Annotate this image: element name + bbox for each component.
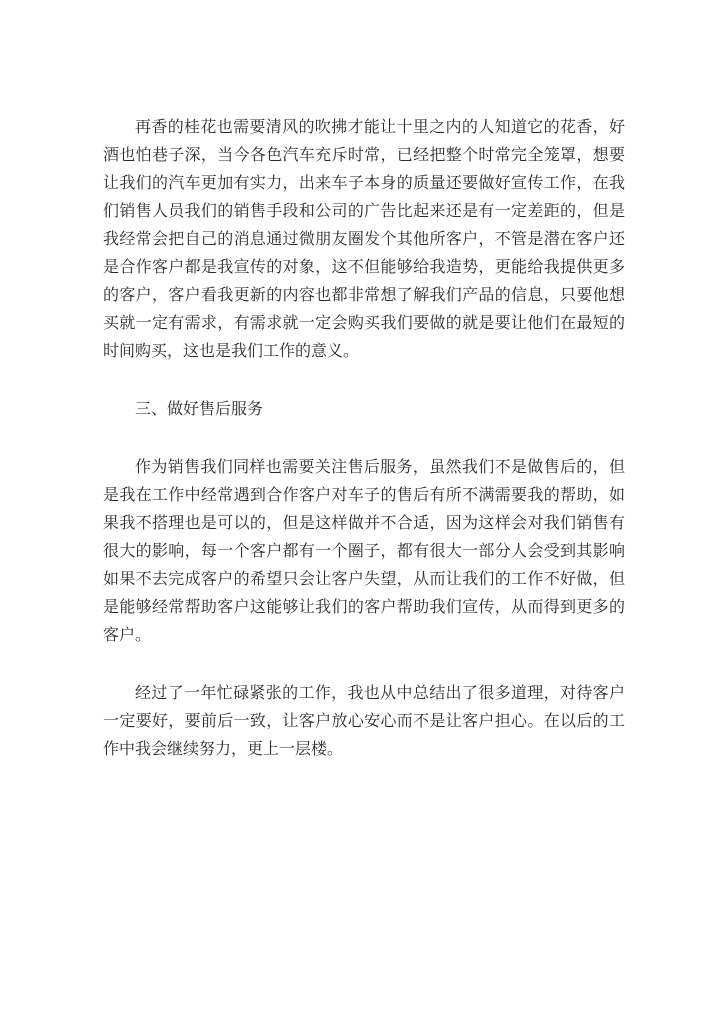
paragraph-summary: 经过了一年忙碌紧张的工作，我也从中总结出了很多道理，对待客户一定要好，要前后一致，让客户放心安心而不是让客户担心。在以后的工作中我会继续努力，更上一层楼。 bbox=[103, 683, 625, 758]
paragraph-after-sales: 作为销售我们同样也需要关注售后服务，虽然我们不是做售后的，但是我在工作中经常遇到合作客户对车子的售后有所不满需要我的帮助，如果我不搭理也是可以的，但是这样做并不合适，因为这样会对我们销售有很大的影响，每一个客户都有一个圈子，都有很大一部分人会受到其影响如果不去完成客户的希望只会让客户失望，从而让我们的工作不好做，但是能够经常帮助客户这能够让我们的客户帮助我们宣传，从而得到更多的客户。 bbox=[103, 457, 625, 644]
section-heading: 三、做好售后服务 bbox=[135, 399, 264, 418]
paragraph-promotion: 再香的桂花也需要清风的吹拂才能让十里之内的人知道它的花香，好酒也怕巷子深，当今各色汽车充斥时常，已经把整个时常完全笼罩，想要让我们的汽车更加有实力，出来车子本身的质量还要做好宣传工作，在我们销售人员我们的销售手段和公司的广告比起来还是有一定差距的，但是我经常会把自己的消息通过微朋友圈发个其他所客户，不管是潜在客户还是合作客户都是我宣传的对象，这不但能够给我造势，更能给我提供更多的客户，客户看我更新的内容也都非常想了解我们产品的信息，只要他想买就一定有需求，有需求就一定会购买我们要做的就是要让他们在最短的时间购买，这也是我们工作的意义。 bbox=[103, 117, 625, 360]
document-body bbox=[103, 113, 625, 763]
